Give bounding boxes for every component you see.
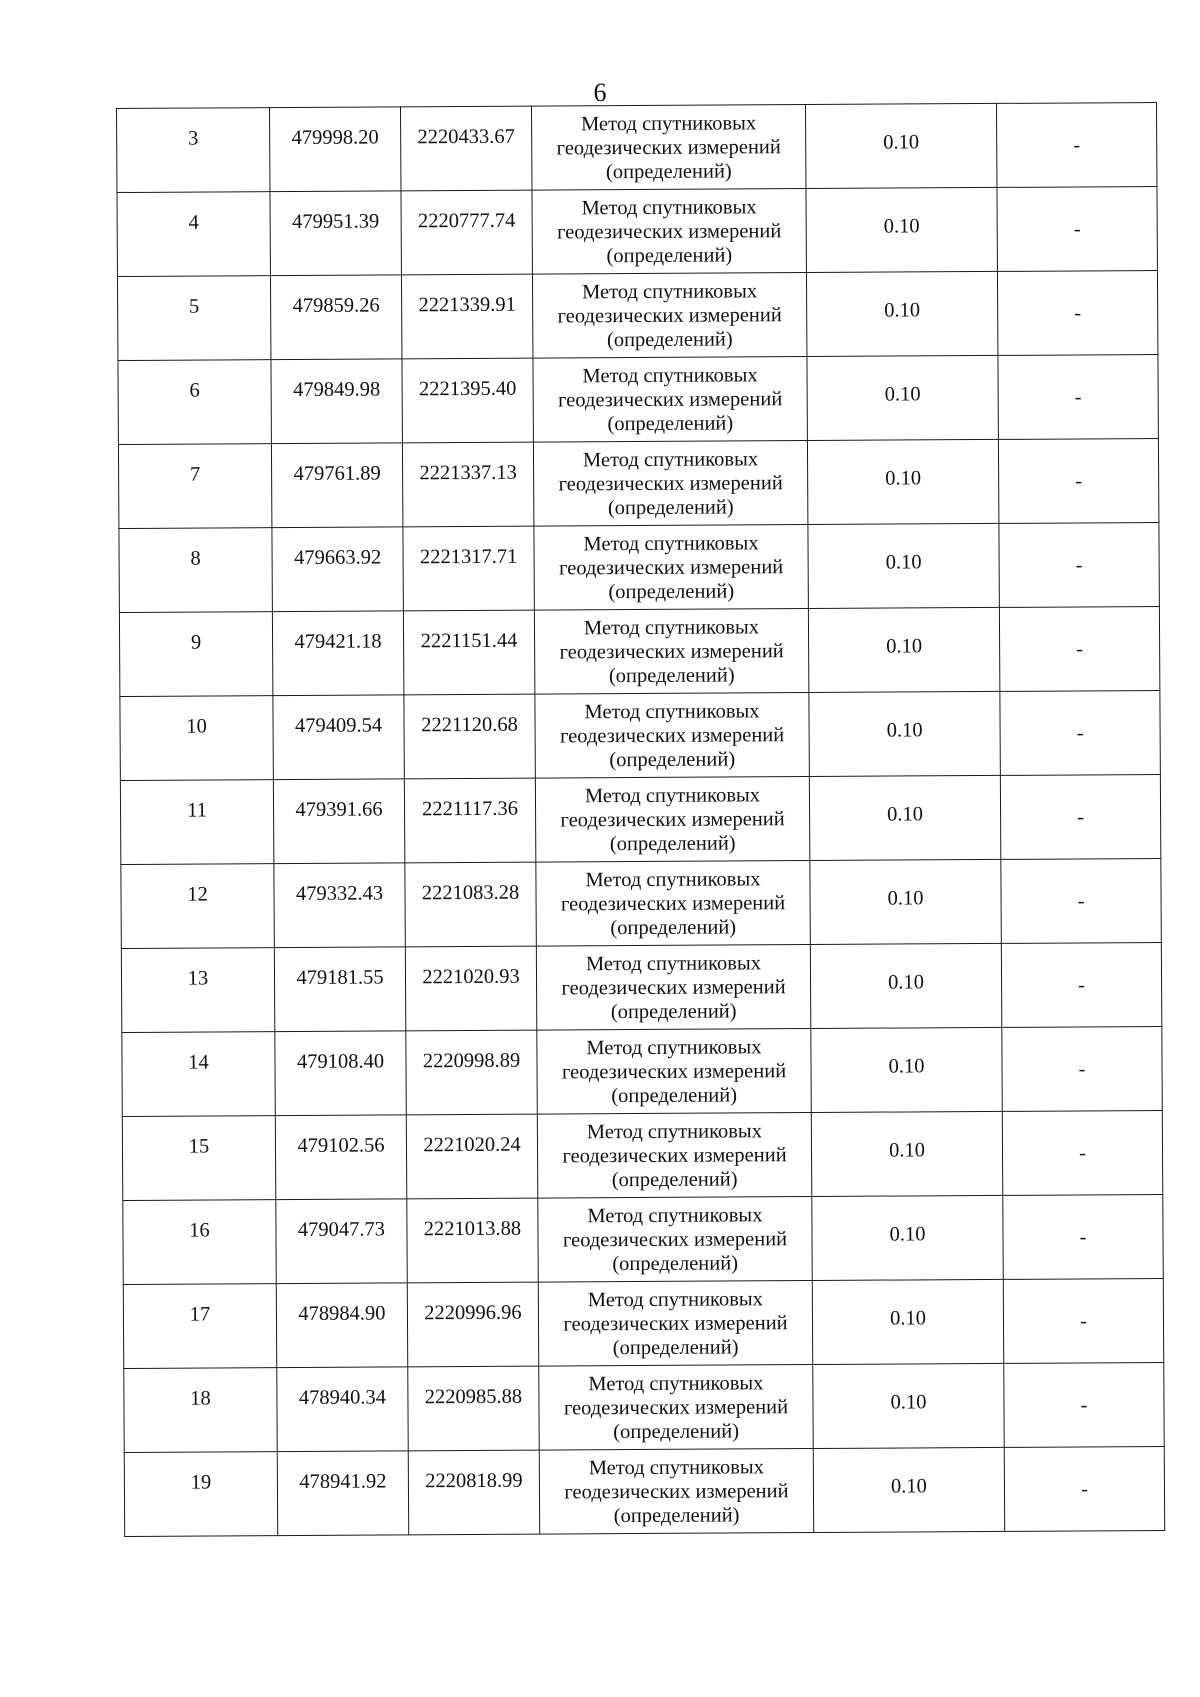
y-coordinate-cell: 2220985.88 [408,1366,539,1451]
method-line: геодезических измерений [561,1059,787,1083]
table-row [117,271,1157,361]
method-cell [531,105,805,191]
point-number-cell: 8 [119,528,272,613]
method-line: Метод спутниковых [588,1455,764,1479]
method-line: Метод спутниковых [581,111,757,135]
accuracy-cell: 0.10 [812,1195,1003,1280]
y-coordinate-cell: 2221337.13 [402,442,533,527]
note-cell: - [1000,690,1160,775]
point-number-cell: 13 [121,948,274,1033]
accuracy-cell: 0.10 [810,943,1001,1028]
method-line: (определений) [610,999,737,1023]
method-line: (определений) [612,1251,739,1275]
method-line: геодезических измерений [564,1479,789,1503]
table-row [123,1278,1163,1368]
x-coordinate-cell: 479849.98 [271,359,402,444]
method-line: геодезических измерений [563,1395,789,1419]
point-number-cell: 4 [117,192,270,277]
x-coordinate-cell: 479391.66 [273,779,404,864]
method-line: (определений) [611,1083,738,1107]
y-coordinate-cell: 2220818.99 [408,1450,539,1535]
point-number-cell: 12 [121,864,274,949]
x-coordinate-cell: 479332.43 [274,863,405,948]
method-line: Метод спутниковых [585,867,761,891]
x-coordinate-cell: 478940.34 [277,1367,408,1452]
method-cell [539,1365,813,1451]
page-number: 6 [593,78,607,107]
method-line: (определений) [608,579,735,603]
accuracy-cell: 0.10 [809,775,1000,860]
x-coordinate-cell: 479421.18 [272,611,403,696]
accuracy-cell: 0.10 [813,1447,1004,1532]
method-line: (определений) [609,831,736,855]
method-line: (определений) [607,411,734,435]
table-row [122,1110,1162,1200]
method-line: Метод спутниковых [583,615,760,639]
accuracy-cell: 0.10 [812,1279,1003,1364]
method-line: геодезических измерений [557,219,782,243]
accuracy-cell: 0.10 [808,523,999,608]
method-cell [533,357,807,443]
point-number-cell: 5 [117,276,270,361]
point-number-cell: 15 [122,1116,275,1201]
accuracy-cell: 0.10 [810,859,1001,944]
method-line: геодезических измерений [562,1227,788,1251]
point-number-cell: 17 [123,1284,276,1369]
method-line: геодезических измерений [560,891,786,915]
x-coordinate-cell: 479998.20 [270,107,401,192]
method-line: (определений) [612,1335,739,1359]
method-cell [538,1281,812,1367]
note-cell: - [1004,1446,1164,1531]
method-cell [539,1449,813,1535]
accuracy-cell: 0.10 [808,607,999,692]
method-line: геодезических измерений [558,387,783,411]
method-line: Метод спутниковых [585,951,762,975]
method-cell [537,1113,811,1199]
note-cell: - [999,523,1159,608]
table-row [118,355,1158,445]
y-coordinate-cell: 2221339.91 [401,274,532,359]
note-cell: - [1001,858,1161,943]
table-row [121,858,1161,948]
x-coordinate-cell: 479761.89 [271,443,402,528]
y-coordinate-cell: 2221120.68 [404,694,535,779]
coordinates-table [116,102,1165,1537]
x-coordinate-cell: 479047.73 [276,1199,407,1284]
table-row [117,103,1157,193]
note-cell: - [1001,942,1161,1027]
table-row [119,523,1159,613]
method-line: Метод спутниковых [587,1287,763,1311]
x-coordinate-cell: 479663.92 [272,527,403,612]
method-line: (определений) [607,495,734,519]
x-coordinate-cell: 479108.40 [275,1031,406,1116]
y-coordinate-cell: 2220996.96 [407,1282,538,1367]
accuracy-cell: 0.10 [805,103,996,188]
table-row [119,606,1159,696]
method-cell [534,525,808,611]
note-cell: - [1003,1278,1163,1363]
note-cell: - [1002,1026,1162,1111]
point-number-cell: 11 [120,780,273,865]
point-number-cell: 7 [118,444,271,529]
x-coordinate-cell: 479102.56 [275,1115,406,1200]
method-line: геодезических измерений [558,471,783,495]
table-row [118,439,1158,529]
method-line: (определений) [613,1503,740,1527]
y-coordinate-cell: 2221317.71 [403,526,534,611]
y-coordinate-cell: 2221395.40 [402,358,533,443]
method-cell [535,777,809,863]
table-row [117,187,1157,277]
method-line: (определений) [606,243,733,267]
accuracy-cell: 0.10 [813,1363,1004,1448]
method-line: Метод спутниковых [581,279,758,303]
method-cell [536,945,810,1031]
method-line: геодезических измерений [558,555,784,579]
point-number-cell: 6 [118,360,271,445]
method-line: Метод спутниковых [584,783,761,807]
method-cell [535,693,809,779]
note-cell: - [1000,774,1160,859]
method-cell [537,1029,811,1115]
method-line: геодезических измерений [560,807,785,831]
table-row [124,1362,1164,1452]
y-coordinate-cell: 2221117.36 [404,778,535,863]
table-row [124,1446,1164,1536]
method-cell [533,441,807,527]
method-cell [532,273,806,359]
method-cell [538,1197,812,1283]
table-row [121,942,1161,1032]
accuracy-cell: 0.10 [809,691,1000,776]
method-line: Метод спутниковых [587,1203,763,1227]
note-cell: - [998,355,1158,440]
table-row [120,690,1160,780]
note-cell: - [1003,1194,1163,1279]
x-coordinate-cell: 479409.54 [273,695,404,780]
method-line: геодезических измерений [556,135,781,159]
accuracy-cell: 0.10 [807,439,998,524]
x-coordinate-cell: 478984.90 [276,1283,407,1368]
accuracy-cell: 0.10 [806,271,997,356]
point-number-cell: 3 [117,108,270,193]
y-coordinate-cell: 2220777.74 [401,190,532,275]
note-cell: - [997,271,1157,356]
table-row [122,1026,1162,1116]
y-coordinate-cell: 2221013.88 [407,1198,538,1283]
point-number-cell: 9 [119,612,272,697]
note-cell: - [1002,1110,1162,1195]
y-coordinate-cell: 2220433.67 [400,106,531,191]
method-line: Метод спутниковых [582,447,759,471]
method-line: геодезических измерений [557,303,782,327]
method-line: (определений) [605,159,732,183]
coordinates-table-body [117,103,1165,1537]
point-number-cell: 19 [124,1452,277,1537]
method-line: Метод спутниковых [584,699,760,723]
point-number-cell: 10 [120,696,273,781]
y-coordinate-cell: 2221020.93 [405,946,536,1031]
point-number-cell: 16 [123,1200,276,1285]
x-coordinate-cell: 479181.55 [274,947,405,1032]
accuracy-cell: 0.10 [811,1027,1002,1112]
x-coordinate-cell: 479859.26 [270,275,401,360]
x-coordinate-cell: 479951.39 [270,191,401,276]
method-line: геодезических измерений [561,975,786,999]
method-line: Метод спутниковых [586,1119,762,1143]
note-cell: - [998,439,1158,524]
note-cell: - [997,187,1157,272]
y-coordinate-cell: 2221151.44 [403,610,534,695]
method-line: Метод спутниковых [588,1371,764,1395]
x-coordinate-cell: 478941.92 [277,1451,408,1536]
method-line: (определений) [608,663,735,687]
accuracy-cell: 0.10 [807,355,998,440]
table-row [123,1194,1163,1284]
method-line: (определений) [610,915,737,939]
method-cell [534,609,808,695]
method-line: (определений) [611,1167,738,1191]
accuracy-cell: 0.10 [811,1111,1002,1196]
point-number-cell: 18 [124,1368,277,1453]
y-coordinate-cell: 2220998.89 [406,1030,537,1115]
method-line: Метод спутниковых [582,363,758,387]
method-line: Метод спутниковых [583,531,759,555]
table-row [120,774,1160,864]
note-cell: - [1004,1362,1164,1447]
method-cell [536,861,810,947]
method-cell [532,189,806,275]
note-cell: - [999,606,1159,691]
note-cell: - [996,103,1156,188]
method-line: (определений) [606,327,733,351]
method-line: Метод спутниковых [586,1035,762,1059]
point-number-cell: 14 [122,1032,275,1117]
method-line: (определений) [609,747,736,771]
method-line: геодезических измерений [563,1311,788,1335]
method-line: геодезических измерений [559,723,785,747]
method-line: геодезических измерений [562,1143,787,1167]
method-line: геодезических измерений [559,639,784,663]
y-coordinate-cell: 2221083.28 [405,862,536,947]
method-line: (определений) [613,1419,740,1443]
method-line: Метод спутниковых [581,195,757,219]
accuracy-cell: 0.10 [806,187,997,272]
y-coordinate-cell: 2221020.24 [406,1114,537,1199]
